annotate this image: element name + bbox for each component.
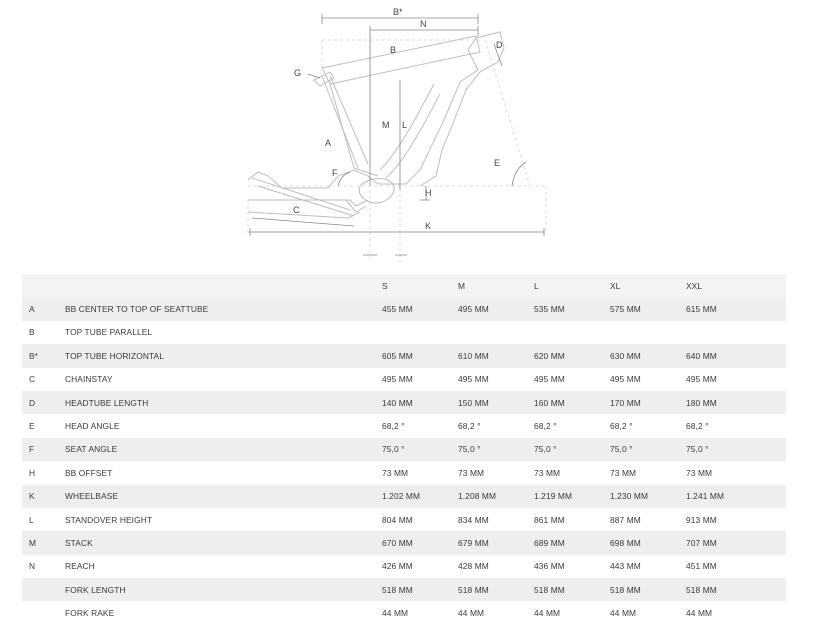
header-size-xxl: XXL — [686, 274, 786, 297]
cell-value: 75,0 ° — [610, 438, 686, 461]
row-letter: B* — [22, 344, 65, 367]
cell-value: 670 MM — [382, 531, 458, 554]
cell-value: 518 MM — [686, 578, 786, 601]
table-row — [22, 344, 786, 367]
label-k: K — [425, 221, 432, 231]
cell-value: 1.202 MM — [382, 485, 458, 508]
table-row — [22, 485, 786, 508]
row-letter — [22, 578, 65, 601]
cell-value: 1.241 MM — [686, 485, 786, 508]
cell-value: 495 MM — [610, 368, 686, 391]
table-row — [22, 531, 786, 554]
cell-value: 518 MM — [382, 578, 458, 601]
row-letter: H — [22, 461, 65, 484]
cell-value: 834 MM — [458, 508, 534, 531]
header-size-xl: XL — [610, 274, 686, 297]
row-letter: E — [22, 414, 65, 437]
cell-value: 518 MM — [610, 578, 686, 601]
cell-value: 140 MM — [382, 391, 458, 414]
geometry-table-body — [22, 297, 786, 624]
cell-value: 73 MM — [686, 461, 786, 484]
label-a: A — [325, 138, 332, 148]
table-row — [22, 555, 786, 578]
table-row — [22, 321, 786, 344]
cell-value: 436 MM — [534, 555, 610, 578]
table-row — [22, 414, 786, 437]
cell-value: 495 MM — [382, 368, 458, 391]
table-row — [22, 601, 786, 624]
cell-value: 75,0 ° — [382, 438, 458, 461]
cell-value: 575 MM — [610, 297, 686, 320]
label-c: C — [293, 205, 300, 215]
cell-value: 426 MM — [382, 555, 458, 578]
cell-value: 1.219 MM — [534, 485, 610, 508]
cell-value — [534, 321, 610, 344]
cell-value: 73 MM — [610, 461, 686, 484]
label-m: M — [382, 120, 390, 130]
cell-value: 455 MM — [382, 297, 458, 320]
cell-value: 535 MM — [534, 297, 610, 320]
label-b-star: B* — [393, 7, 403, 17]
row-name: FORK LENGTH — [65, 578, 382, 601]
cell-value: 170 MM — [610, 391, 686, 414]
row-name: FORK RAKE — [65, 601, 382, 624]
label-d: D — [496, 40, 503, 50]
cell-value: 615 MM — [686, 297, 786, 320]
cell-value: 180 MM — [686, 391, 786, 414]
geometry-table — [22, 274, 786, 625]
cell-value: 68,2 ° — [458, 414, 534, 437]
cell-value: 451 MM — [686, 555, 786, 578]
cell-value: 150 MM — [458, 391, 534, 414]
cell-value: 44 MM — [534, 601, 610, 624]
row-name: TOP TUBE PARALLEL — [65, 321, 382, 344]
cell-value: 610 MM — [458, 344, 534, 367]
row-letter: K — [22, 485, 65, 508]
row-name: TOP TUBE HORIZONTAL — [65, 344, 382, 367]
cell-value: 44 MM — [686, 601, 786, 624]
cell-value: 495 MM — [458, 368, 534, 391]
header-size-m: M — [458, 274, 534, 297]
label-l: L — [402, 120, 408, 130]
row-letter: B — [22, 321, 65, 344]
cell-value: 68,2 ° — [382, 414, 458, 437]
row-name: BB OFFSET — [65, 461, 382, 484]
cell-value: 518 MM — [534, 578, 610, 601]
frame-geometry-svg — [230, 0, 560, 270]
label-f: F — [332, 168, 338, 178]
cell-value: 605 MM — [382, 344, 458, 367]
row-name: SEAT ANGLE — [65, 438, 382, 461]
cell-value: 68,2 ° — [610, 414, 686, 437]
cell-value: 68,2 ° — [534, 414, 610, 437]
cell-value: 913 MM — [686, 508, 786, 531]
cell-value: 44 MM — [458, 601, 534, 624]
table-row — [22, 391, 786, 414]
row-name: WHEELBASE — [65, 485, 382, 508]
cell-value: 620 MM — [534, 344, 610, 367]
row-letter: A — [22, 297, 65, 320]
label-h: H — [425, 188, 432, 198]
header-name — [65, 274, 382, 297]
row-name: STACK — [65, 531, 382, 554]
header-size-l: L — [534, 274, 610, 297]
row-name: HEAD ANGLE — [65, 414, 382, 437]
cell-value: 518 MM — [458, 578, 534, 601]
table-row — [22, 461, 786, 484]
cell-value: 1.208 MM — [458, 485, 534, 508]
cell-value: 443 MM — [610, 555, 686, 578]
label-g: G — [294, 68, 302, 78]
cell-value: 428 MM — [458, 555, 534, 578]
header-letter — [22, 274, 65, 297]
table-row — [22, 578, 786, 601]
cell-value: 689 MM — [534, 531, 610, 554]
row-letter: D — [22, 391, 65, 414]
row-name: STANDOVER HEIGHT — [65, 508, 382, 531]
table-row — [22, 297, 786, 320]
cell-value: 44 MM — [610, 601, 686, 624]
cell-value: 73 MM — [458, 461, 534, 484]
row-name: REACH — [65, 555, 382, 578]
table-row — [22, 368, 786, 391]
cell-value — [382, 321, 458, 344]
frame-geometry-diagram — [230, 0, 560, 270]
table-row — [22, 508, 786, 531]
cell-value: 75,0 ° — [534, 438, 610, 461]
cell-value: 495 MM — [686, 368, 786, 391]
cell-value: 44 MM — [382, 601, 458, 624]
row-name: BB CENTER TO TOP OF SEATTUBE — [65, 297, 382, 320]
row-letter: C — [22, 368, 65, 391]
cell-value: 73 MM — [534, 461, 610, 484]
table-header-row — [22, 274, 786, 297]
row-letter: N — [22, 555, 65, 578]
cell-value: 707 MM — [686, 531, 786, 554]
cell-value — [686, 321, 786, 344]
cell-value: 495 MM — [534, 368, 610, 391]
cell-value: 75,0 ° — [686, 438, 786, 461]
label-b: B — [390, 45, 397, 55]
cell-value: 804 MM — [382, 508, 458, 531]
cell-value: 495 MM — [458, 297, 534, 320]
label-e: E — [494, 158, 501, 168]
cell-value: 630 MM — [610, 344, 686, 367]
cell-value: 75,0 ° — [458, 438, 534, 461]
row-letter: M — [22, 531, 65, 554]
row-name: CHAINSTAY — [65, 368, 382, 391]
table-row — [22, 438, 786, 461]
row-name: HEADTUBE LENGTH — [65, 391, 382, 414]
cell-value: 887 MM — [610, 508, 686, 531]
cell-value: 640 MM — [686, 344, 786, 367]
label-n: N — [420, 19, 427, 29]
row-letter: F — [22, 438, 65, 461]
header-size-s: S — [382, 274, 458, 297]
cell-value: 861 MM — [534, 508, 610, 531]
cell-value — [458, 321, 534, 344]
row-letter: L — [22, 508, 65, 531]
cell-value: 68,2 ° — [686, 414, 786, 437]
cell-value: 160 MM — [534, 391, 610, 414]
cell-value: 698 MM — [610, 531, 686, 554]
row-letter — [22, 601, 65, 624]
cell-value — [610, 321, 686, 344]
cell-value: 73 MM — [382, 461, 458, 484]
cell-value: 679 MM — [458, 531, 534, 554]
cell-value: 1.230 MM — [610, 485, 686, 508]
